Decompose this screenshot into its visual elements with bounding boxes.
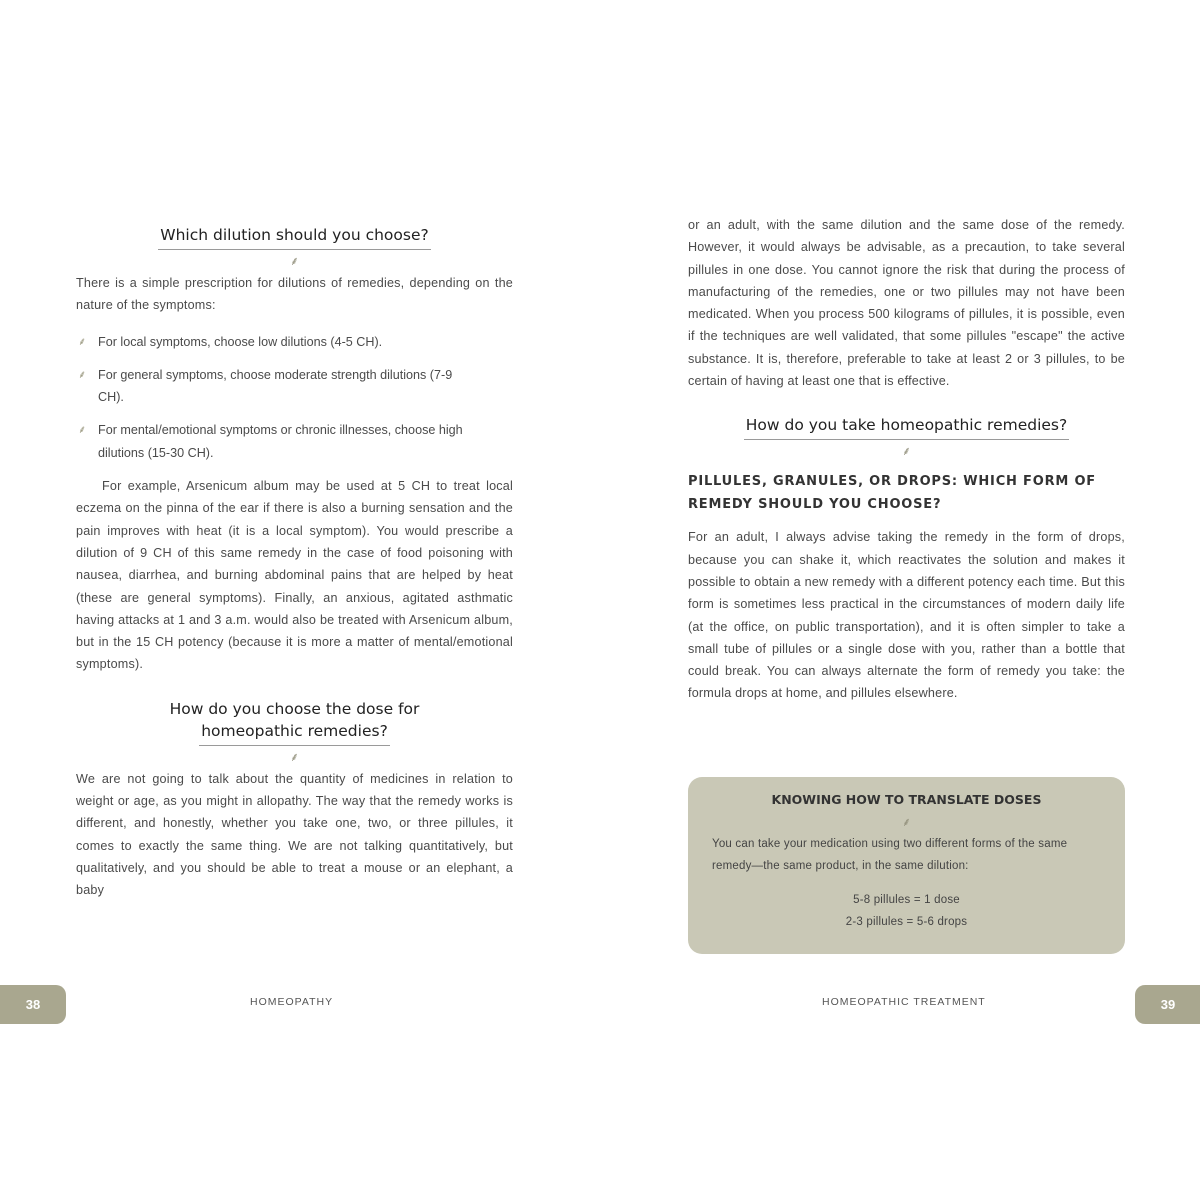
leaf-bullet-icon: ⸙ <box>78 368 87 381</box>
running-head-left: HOMEOPATHY <box>250 996 334 1008</box>
list-item <box>78 419 513 464</box>
list-item-text: For local symptoms, choose low dilutions (4-5 CH). <box>98 334 383 349</box>
subheading-forms: PILLULES, GRANULES, OR DROPS: WHICH FORM OF REMEDY SHOULD YOU CHOOSE? <box>688 474 1096 513</box>
box-equivalence: 2-3 pillules = 5-6 drops <box>845 916 968 928</box>
dose-paragraph: We are not going to talk about the quantity of medicines in relation to weight or age, as you might in allopathy. The way that the remedy works is different, and honestly, whether you take one, two, or three pillules, it comes to exactly the same thing. We are not talking quantitatively, but qualitatively, and you should be able to treat a mouse or an elephant, a baby <box>76 771 513 898</box>
heading-dose <box>76 698 513 746</box>
heading-line: homeopathic remedies? <box>199 720 390 746</box>
box-text: You can take your medication using two different forms of the same remedy—the same product, in the same dilution: <box>712 838 1068 872</box>
box-title: KNOWING HOW TO TRANSLATE DOSES <box>771 792 1042 807</box>
box-equivalence: 5-8 pillules = 1 dose <box>853 894 960 906</box>
example-paragraph: For example, Arsenicum album may be used at 5 CH to treat local eczema on the pinna of the ear if there is also a burning sensation and the pain improves with heat (it is a local symptom). You would prescribe a dilution of 9 CH of this same remedy in the case of food poisoning with nausea, diarrhea, and burning abdominal pains that are helped by heat (these are general symptoms). Finally, an anxious, agitated asthmatic having attacks at 1 and 3 a.m. would also be treated with Arsenicum album, but in the 15 CH potency (because it is more a matter of mental/emotional symptoms). <box>76 479 513 672</box>
leaf-ornament-icon: ⸙ <box>289 749 299 764</box>
leaf-bullet-icon: ⸙ <box>78 424 87 437</box>
heading-take-remedies <box>688 414 1125 440</box>
running-head-right: HOMEOPATHIC TREATMENT <box>822 996 986 1008</box>
leaf-ornament-icon: ⸙ <box>289 254 299 268</box>
list-item-text: For general symptoms, choose moderate strength dilutions (7-9 CH). <box>98 367 453 405</box>
continued-paragraph: or an adult, with the same dilution and the same dose of the remedy. However, it would always be advisable, as a precaution, to take several pillules in one dose. You cannot ignore the risk that during the process of manufacturing of the remedies, one or two pillules may not have been medicated. When you process 500 kilograms of pillules, it is possible, even if the techniques are well validated, that some pillules "escape" the active substance. It is, therefore, preferable to take at least 2 or 3 pillules, to be certain of having at least one that is effective. <box>688 218 1125 389</box>
heading-text: Which dilution should you choose? <box>158 224 430 250</box>
heading-line: How do you choose the dose for <box>169 699 420 718</box>
leaf-ornament-icon: ⸙ <box>901 444 911 459</box>
heading-dilution <box>76 224 513 250</box>
list-item <box>78 331 513 353</box>
leaf-ornament-icon: ⸙ <box>901 815 911 829</box>
left-page-column <box>76 224 513 902</box>
heading-text: How do you take homeopathic remedies? <box>744 414 1069 440</box>
dilution-list <box>78 331 513 464</box>
sidebar-box-doses <box>688 777 1125 954</box>
page-number-left: 38 <box>0 985 66 1024</box>
right-page-column <box>688 214 1125 705</box>
leaf-bullet-icon: ⸙ <box>78 335 87 348</box>
list-item <box>78 364 513 409</box>
intro-paragraph: There is a simple prescription for dilutions of remedies, depending on the nature of the symptoms: <box>76 276 513 313</box>
forms-paragraph: For an adult, I always advise taking the remedy in the form of drops, because you can shake it, which reactivates the solution and makes it possible to obtain a new remedy with a different potency each time. But this form is sometimes less practical in the circumstances of modern daily life (at the office, on public transportation), and it is often simpler to take a small tube of pillules or a single dose with you, rather than a bottle that could break. You can always alternate the form of remedy you take: the formula drops at home, and pillules elsewhere. <box>688 530 1125 701</box>
list-item-text: For mental/emotional symptoms or chronic illnesses, choose high dilutions (15-30 CH). <box>98 423 463 460</box>
page-number-right: 39 <box>1135 985 1200 1024</box>
